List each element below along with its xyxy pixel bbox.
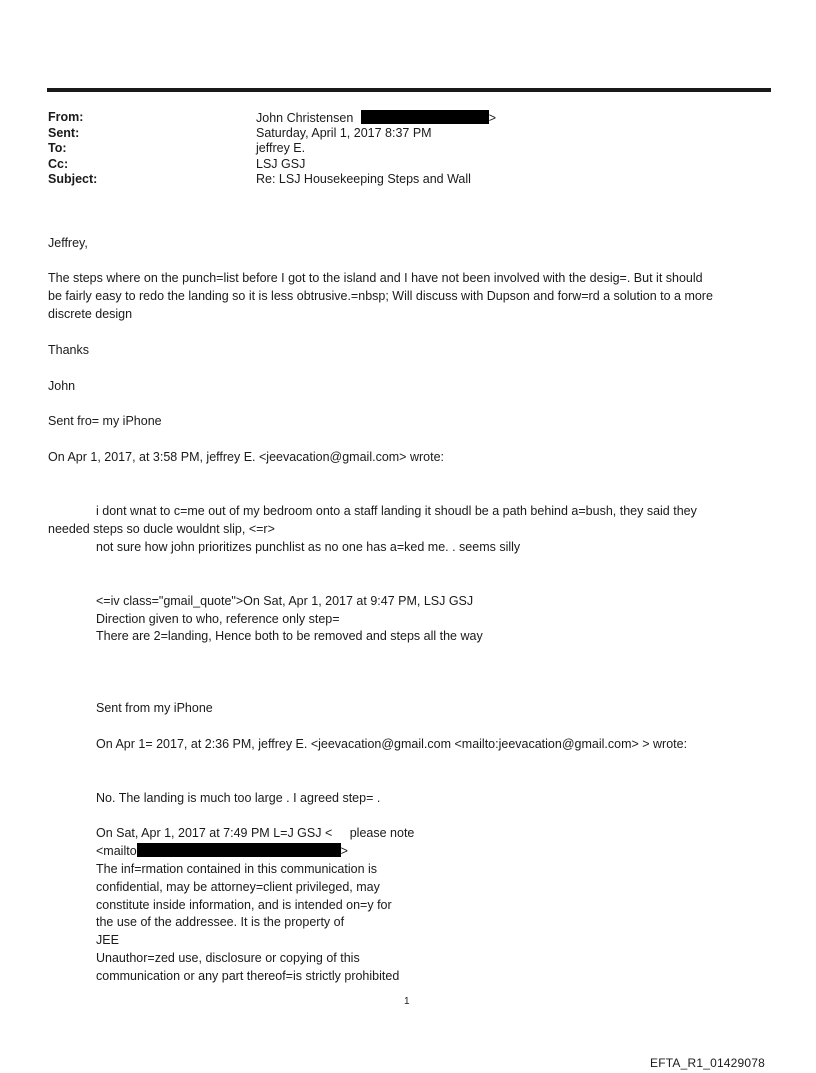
quoted-line: <=iv class="gmail_quote">On Sat, Apr 1, 2017 at 9:47 PM, LSJ GSJ (96, 594, 474, 608)
quoted-line: There are 2=landing, Hence both to be removed and steps all the way (96, 629, 483, 643)
from-label: From: (48, 110, 84, 124)
disclaimer-line: JEE (96, 933, 119, 947)
quoted-header: On Sat, Apr 1, 2017 at 7:49 PM L=J GSJ < (96, 826, 333, 840)
quoted-intro: On Apr 1= 2017, at 2:36 PM, jeffrey E. <jeevacation@gmail.com <mailto:jeevacation@gmail.com> > wrote: (96, 737, 688, 751)
cc-label: Cc: (48, 156, 69, 171)
page-number: 1 (404, 996, 410, 1007)
from-name: John Christensen (256, 111, 354, 125)
disclaimer-line: Unauthor=zed use, disclosure or copying of this (96, 951, 360, 965)
to-value: jeffrey E. (256, 141, 306, 155)
header-rule (47, 88, 771, 92)
redaction-block (361, 110, 489, 124)
subject-value: Re: LSJ Housekeeping Steps and Wall (256, 172, 471, 186)
disclaimer-line: the use of the addressee. It is the property of (96, 915, 345, 929)
sent-value: Saturday, April 1, 2017 8:37 PM (256, 125, 432, 140)
sent-from-line: Sent fro= my iPhone (48, 414, 162, 428)
signoff-line: John (48, 379, 76, 393)
quoted-line: No. The landing is much too large . I agreed step= . (96, 791, 381, 805)
cc-row (48, 157, 768, 173)
from-value (256, 110, 496, 127)
sent-label: Sent: (48, 125, 80, 140)
document-id: EFTA_R1_01429078 (650, 1056, 766, 1070)
from-row (48, 110, 768, 126)
to-label: To: (48, 141, 67, 155)
quoted-line: Direction given to who, reference only step= (96, 612, 340, 626)
redaction-block (137, 843, 341, 857)
body-line: be fairly easy to redo the landing so it is less obtrusive.=nbsp; Will discuss with Dupson and forw=rd a solution to a more (48, 289, 713, 303)
body-line: The steps where on the punch=list before I got to the island and I have not been involved with the desig=. But it should (48, 271, 703, 285)
note-text: please note (349, 826, 415, 840)
thanks-line: Thanks (48, 343, 89, 357)
from-suffix: > (488, 111, 497, 125)
quote-intro: On Apr 1, 2017, at 3:58 PM, jeffrey E. <jeevacation@gmail.com> wrote: (48, 450, 444, 464)
quoted-line: i dont wnat to c=me out of my bedroom onto a staff landing it shoudl be a path behind a=bush, they said they (96, 504, 697, 518)
to-row (48, 141, 768, 157)
body-line: discrete design (48, 307, 133, 321)
greeting: Jeffrey, (48, 236, 88, 250)
subject-label: Subject: (48, 172, 98, 186)
quoted-line (96, 843, 348, 859)
quoted-line: not sure how john prioritizes punchlist as no one has a=ked me. . seems silly (96, 540, 521, 554)
disclaimer-line: The inf=rmation contained in this communication is (96, 862, 378, 876)
sent-row (48, 126, 768, 142)
quoted-line (96, 825, 414, 841)
cc-value: LSJ GSJ (256, 156, 306, 171)
mailto-suffix: > (340, 844, 348, 858)
quoted-sent-from: Sent from my iPhone (96, 701, 213, 715)
disclaimer-line: confidential, may be attorney=client privileged, may (96, 880, 380, 894)
email-header (48, 110, 768, 188)
quoted-line: needed steps so ducle wouldnt slip, <=r> (48, 522, 275, 536)
disclaimer-line: constitute inside information, and is intended on=y for (96, 898, 392, 912)
mailto-prefix: <mailto (96, 844, 137, 858)
disclaimer-line: communication or any part thereof=is strictly prohibited (96, 969, 400, 983)
subject-row (48, 172, 768, 188)
